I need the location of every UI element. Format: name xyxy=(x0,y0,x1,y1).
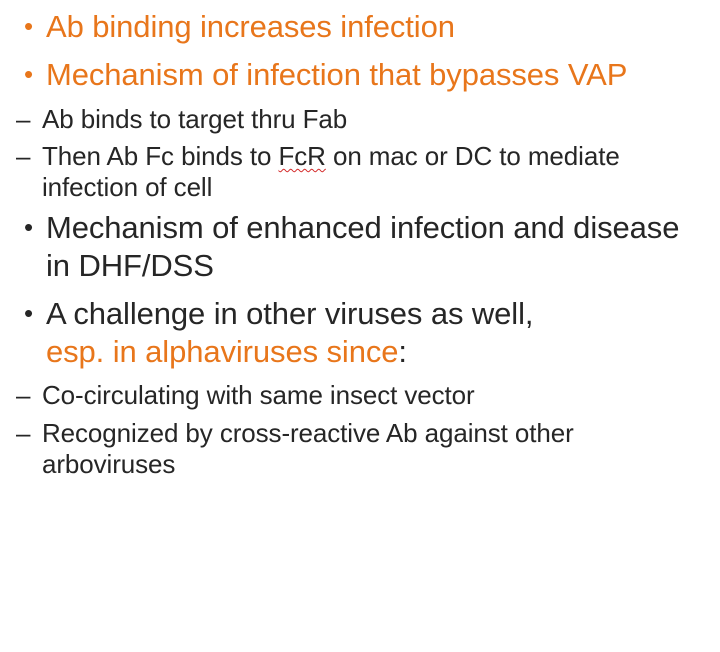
list-item xyxy=(10,56,710,94)
dash-marker-icon: – xyxy=(16,140,31,171)
list-item-text: Ab binding increases infection xyxy=(46,9,455,44)
bullet-list xyxy=(10,8,710,480)
bullet-marker-icon: • xyxy=(24,297,34,328)
list-item-text: Ab binds to target thru Fab xyxy=(42,103,348,134)
list-item-text: Mechanism of enhanced infection and disease in DHF/DSS xyxy=(46,210,680,283)
list-item-text-after: on mac or DC to mediate infection of cell xyxy=(42,140,620,202)
list-item-text-tail: : xyxy=(398,333,407,369)
dash-marker-icon: – xyxy=(16,103,31,134)
list-item-text: Recognized by cross-reactive Ab against other arboviruses xyxy=(42,417,574,479)
list-item xyxy=(10,380,710,411)
list-item-text: Co-circulating with same insect vector xyxy=(42,380,475,411)
list-item xyxy=(10,8,710,46)
sub-bullet-list xyxy=(10,380,710,480)
dash-marker-icon: – xyxy=(16,380,31,411)
list-item-text: A challenge in other viruses as well, xyxy=(46,295,534,331)
list-item xyxy=(10,418,710,480)
list-item xyxy=(10,295,710,371)
misspelled-word: FcR xyxy=(278,140,326,171)
bullet-marker-icon: • xyxy=(24,212,34,243)
bullet-marker-icon: • xyxy=(24,58,34,89)
sub-bullet-list xyxy=(10,104,710,204)
list-item-text-before: Then Ab Fc binds to xyxy=(42,140,279,171)
list-item-text: Mechanism of infection that bypasses VAP xyxy=(46,56,628,92)
list-item xyxy=(10,141,710,203)
list-item xyxy=(10,104,710,135)
list-item-text-emphasis: esp. in alphaviruses since xyxy=(46,333,399,369)
bullet-marker-icon: • xyxy=(24,11,34,41)
list-item xyxy=(10,209,710,285)
dash-marker-icon: – xyxy=(16,417,31,448)
